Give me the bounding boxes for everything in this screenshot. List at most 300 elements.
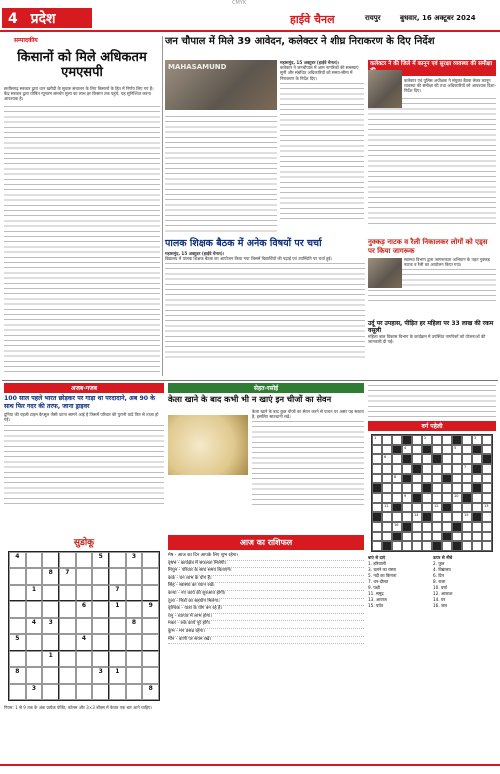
sudoku-cell[interactable]: 1 — [26, 585, 43, 601]
crossword-cell[interactable] — [442, 435, 452, 445]
health-box — [168, 383, 364, 531]
crossword-cell[interactable] — [482, 522, 492, 532]
ptm-dateline: महासमुंद, 15 अक्टूबर (हाईवे चैनल)। — [165, 251, 225, 256]
sudoku-cell[interactable] — [92, 601, 109, 617]
mid-rule — [2, 380, 498, 381]
main-dateline: महासमुंद, 15 अक्टूबर (हाईवे चैनल)। — [280, 60, 340, 65]
sudoku-cell[interactable] — [142, 568, 159, 584]
sudoku-cell[interactable] — [42, 634, 59, 650]
ptm-body: विद्यालय में पालक शिक्षक बैठक का आयोजन किया गया जिसमें विद्यार्थियों की पढ़ाई एवं उपस्थिति पर चर्चा हुई। — [165, 256, 333, 262]
crossword-cell[interactable] — [372, 532, 382, 542]
crossword-cell[interactable] — [442, 541, 452, 551]
crossword-cell[interactable] — [432, 503, 442, 513]
crossword-cell[interactable] — [412, 483, 422, 493]
crossword-cell[interactable] — [422, 464, 432, 474]
crossword-cell[interactable] — [432, 541, 442, 551]
sudoku-cell[interactable] — [9, 618, 26, 634]
sudoku-cell[interactable] — [59, 585, 76, 601]
crossword-clue: 3. चलने का रास्ता — [368, 567, 397, 572]
crossword-cell[interactable] — [372, 503, 382, 513]
crossword-cell[interactable] — [482, 532, 492, 542]
crossword-grid[interactable] — [371, 434, 493, 552]
sudoku-cell[interactable] — [42, 552, 59, 568]
crossword-cell[interactable] — [442, 532, 452, 542]
crossword-cell[interactable] — [462, 532, 472, 542]
sudoku-cell[interactable]: 6 — [76, 601, 93, 617]
crossword-cell[interactable] — [442, 512, 452, 522]
sudoku-cell[interactable] — [9, 684, 26, 700]
sudoku-cell[interactable] — [76, 651, 93, 667]
crossword-cell[interactable] — [402, 454, 412, 464]
crossword-cell[interactable] — [472, 445, 482, 455]
crossword-clue: 9. पक्षी — [368, 585, 380, 590]
crossword-cell[interactable] — [472, 493, 482, 503]
sudoku-cell[interactable] — [26, 651, 43, 667]
crossword-cell[interactable] — [432, 435, 442, 445]
crossword-cell[interactable] — [432, 532, 442, 542]
crossword-cell[interactable] — [422, 483, 432, 493]
crossword-clue-number: 10 — [454, 494, 459, 498]
crossword-cell[interactable] — [372, 445, 382, 455]
sudoku-box — [4, 535, 164, 760]
crossword-cell[interactable] — [392, 483, 402, 493]
ajab-gajab-box — [4, 383, 164, 531]
sudoku-cell[interactable] — [109, 552, 126, 568]
crossword-cell[interactable] — [372, 454, 382, 464]
crossword-cell[interactable] — [432, 522, 442, 532]
crossword-cell[interactable] — [452, 532, 462, 542]
crossword-cell[interactable] — [372, 522, 382, 532]
sudoku-cell[interactable] — [126, 684, 143, 700]
health-tag: सेहत-रसोई — [168, 383, 364, 393]
crossword-clue: 2. फूल — [433, 561, 445, 566]
side-headline: उर्दू पर उपहास, पीड़ित हर महिला पर 33 लाख की रकम वसूली — [368, 320, 494, 334]
sudoku-cell[interactable] — [76, 585, 93, 601]
crossword-clue: 14. घर — [433, 597, 446, 602]
sudoku-cell[interactable] — [26, 568, 43, 584]
sudoku-cell[interactable] — [76, 552, 93, 568]
crossword-clue: 16. जल — [433, 603, 447, 608]
main-body: कलेक्टर ने जनचौपाल में आम नागरिकों की समस्याएं सुनीं और संबंधित अधिकारियों को समय-सीमा में निराकरण के निर्देश दिए। — [280, 65, 359, 81]
crossword-cell[interactable] — [422, 512, 432, 522]
crossword-cell[interactable] — [452, 464, 462, 474]
crossword-clue: 10. वर्षा — [433, 585, 447, 590]
sudoku-cell[interactable]: 7 — [109, 585, 126, 601]
crossword-cell[interactable] — [482, 503, 492, 513]
sudoku-cell[interactable] — [42, 667, 59, 683]
crossword-cell[interactable] — [432, 474, 442, 484]
crossword-cell[interactable] — [402, 493, 412, 503]
crossword-cell[interactable] — [442, 522, 452, 532]
crossword-cell[interactable] — [422, 474, 432, 484]
crossword-cell[interactable] — [402, 464, 412, 474]
sudoku-cell[interactable]: 4 — [9, 552, 26, 568]
crossword-cell[interactable] — [472, 474, 482, 484]
crossword-cell[interactable] — [372, 435, 382, 445]
sudoku-cell[interactable]: 3 — [126, 552, 143, 568]
crossword-cell[interactable] — [422, 503, 432, 513]
crossword-cell[interactable] — [372, 541, 382, 551]
law-order-lines — [368, 96, 496, 226]
crossword-cell[interactable] — [482, 435, 492, 445]
crossword-cell[interactable] — [402, 541, 412, 551]
sudoku-cell[interactable] — [92, 618, 109, 634]
crossword-cell[interactable] — [372, 464, 382, 474]
sudoku-cell[interactable] — [109, 618, 126, 634]
crossword-cell[interactable] — [442, 454, 452, 464]
clues-across — [368, 555, 431, 609]
crossword-cell[interactable] — [462, 512, 472, 522]
crossword-cell[interactable] — [402, 445, 412, 455]
sudoku-cell[interactable] — [42, 585, 59, 601]
sudoku-cell[interactable]: 4 — [26, 618, 43, 634]
crossword-cell[interactable] — [402, 435, 412, 445]
crossword-cell[interactable] — [482, 464, 492, 474]
sudoku-cell[interactable] — [109, 651, 126, 667]
sudoku-cell[interactable] — [92, 568, 109, 584]
horoscope-item: वृश्चिक - यात्रा के योग बन रहे हैं। — [168, 606, 364, 614]
crossword-cell[interactable] — [472, 454, 482, 464]
sudoku-cell[interactable]: 1 — [109, 667, 126, 683]
sudoku-cell[interactable] — [142, 634, 159, 650]
sudoku-cell[interactable]: 7 — [59, 568, 76, 584]
sudoku-cell[interactable] — [142, 618, 159, 634]
main-headline-box — [165, 36, 495, 58]
crossword-cell[interactable] — [442, 503, 452, 513]
crossword-cell[interactable] — [442, 464, 452, 474]
editorial-lead: छत्तीसगढ़ सरकार द्वारा धान खरीदी के सुचारु संचालन के लिए किसानों के हित में निर्णय लिए गए हैं। केंद्र सरकार द्वारा घोषित न्यूनतम समर्थन मूल्य का लाभ हर किसान तक पहुंचे, यह सुनिश्चित करना आवश्यक है। — [4, 86, 154, 102]
editorial-headline: किसानों को मिले अधिकतम एमएसपी — [17, 50, 147, 80]
crossword-cell[interactable] — [422, 522, 432, 532]
crossword-clue: 7. धन-दौलत — [368, 579, 389, 584]
sudoku-cell[interactable] — [26, 552, 43, 568]
crossword-cell[interactable] — [392, 454, 402, 464]
horoscope-list — [168, 553, 364, 644]
crossword-cell[interactable] — [372, 474, 382, 484]
crossword-cell[interactable] — [422, 454, 432, 464]
column-divider — [162, 36, 163, 376]
crossword-box — [368, 383, 496, 755]
crossword-cell[interactable] — [432, 483, 442, 493]
crossword-cell[interactable] — [402, 512, 412, 522]
sudoku-cell[interactable]: 8 — [42, 568, 59, 584]
crossword-cell[interactable] — [482, 512, 492, 522]
crossword-cell[interactable] — [452, 454, 462, 464]
sudoku-cell[interactable]: 8 — [9, 667, 26, 683]
horoscope-item: मेष - आज का दिन आपके लिए शुभ रहेगा। — [168, 553, 364, 561]
crossword-cell[interactable] — [412, 454, 422, 464]
sudoku-cell[interactable]: 8 — [142, 684, 159, 700]
sudoku-cell[interactable] — [9, 651, 26, 667]
sudoku-cell[interactable]: 1 — [42, 651, 59, 667]
crossword-cell[interactable] — [412, 464, 422, 474]
sudoku-cell[interactable] — [9, 585, 26, 601]
crossword-cell[interactable] — [442, 483, 452, 493]
crossword-cell[interactable] — [382, 532, 392, 542]
sudoku-cell[interactable] — [76, 667, 93, 683]
sudoku-cell[interactable] — [126, 634, 143, 650]
sudoku-cell[interactable] — [92, 585, 109, 601]
crossword-cell[interactable] — [462, 474, 472, 484]
crossword-cell[interactable] — [432, 454, 442, 464]
crossword-clue-number: 13 — [484, 503, 489, 508]
horoscope-item: सिंह - स्वास्थ्य का ध्यान रखें। — [168, 583, 364, 591]
crossword-clue-number: 2 — [424, 436, 427, 440]
sudoku-cell[interactable] — [92, 651, 109, 667]
cmyk-mark: CMYK — [232, 0, 247, 6]
page-number: 4 — [8, 11, 18, 27]
crossword-cell[interactable] — [472, 532, 482, 542]
crossword-cell[interactable] — [482, 493, 492, 503]
crossword-cell[interactable] — [372, 512, 382, 522]
crossword-cell[interactable] — [472, 435, 482, 445]
law-order-story — [368, 60, 496, 236]
crossword-clue-number: 15 — [464, 513, 469, 518]
crossword-cell[interactable] — [482, 483, 492, 493]
crossword-cell[interactable] — [472, 464, 482, 474]
crossword-cell[interactable] — [432, 464, 442, 474]
aids-body: स्वास्थ्य विभाग द्वारा जागरूकता अभियान के तहत नुक्कड़ नाटक व रैली का आयोजन किया गया। — [404, 257, 490, 268]
sudoku-cell[interactable] — [59, 651, 76, 667]
ptm-headline: पालक शिक्षक बैठक में अनेक विषयों पर चर्चा — [165, 238, 322, 249]
crossword-clue: 6. दिन — [433, 573, 444, 578]
page-header — [0, 0, 500, 32]
crossword-cell[interactable] — [392, 464, 402, 474]
crossword-cell[interactable] — [432, 493, 442, 503]
sudoku-cell[interactable]: 9 — [142, 601, 159, 617]
crossword-cell[interactable] — [382, 464, 392, 474]
crossword-cell[interactable] — [452, 503, 462, 513]
sudoku-cell[interactable] — [126, 667, 143, 683]
editorial-column — [4, 36, 160, 378]
sudoku-cell[interactable] — [59, 634, 76, 650]
sudoku-cell[interactable]: 1 — [109, 601, 126, 617]
page-number-box — [2, 8, 92, 28]
sudoku-cell[interactable] — [126, 568, 143, 584]
crossword-cell[interactable] — [382, 503, 392, 513]
crossword-cell[interactable] — [432, 445, 442, 455]
sudoku-cell[interactable] — [142, 585, 159, 601]
crossword-cell[interactable] — [382, 522, 392, 532]
crossword-cell[interactable] — [462, 522, 472, 532]
crossword-cell[interactable] — [452, 493, 462, 503]
issue-date: बुधवार, 16 अक्टूबर 2024 — [400, 14, 476, 22]
crossword-cell[interactable] — [472, 522, 482, 532]
crossword-cell[interactable] — [392, 493, 402, 503]
sudoku-cell[interactable] — [9, 601, 26, 617]
crossword-cell[interactable] — [382, 474, 392, 484]
crossword-cell[interactable] — [462, 445, 472, 455]
crossword-clues — [368, 555, 496, 609]
crossword-cell[interactable] — [472, 541, 482, 551]
sudoku-cell[interactable] — [59, 618, 76, 634]
sudoku-cell[interactable] — [142, 667, 159, 683]
sudoku-cell[interactable] — [92, 634, 109, 650]
crossword-cell[interactable] — [382, 435, 392, 445]
sudoku-cell[interactable] — [42, 601, 59, 617]
crossword-clue-number: 16 — [394, 523, 399, 527]
crossword-cell[interactable] — [472, 503, 482, 513]
crossword-cell[interactable] — [402, 503, 412, 513]
horoscope-title: आज का राशिफल — [168, 535, 364, 550]
sudoku-rules: नियम: 1 से 9 तक के अंक प्रत्येक पंक्ति, कॉलम और 3×3 बॉक्स में केवल एक बार आने चाहिए। — [4, 705, 152, 710]
sudoku-cell[interactable] — [142, 651, 159, 667]
crossword-cell[interactable] — [382, 483, 392, 493]
crossword-cell[interactable] — [402, 522, 412, 532]
sudoku-cell[interactable] — [76, 568, 93, 584]
crossword-cell[interactable] — [442, 493, 452, 503]
crossword-cell[interactable] — [412, 435, 422, 445]
crossword-clue-number: 14 — [414, 513, 419, 518]
crossword-cell[interactable] — [372, 493, 382, 503]
crossword-cell[interactable] — [382, 512, 392, 522]
health-lines — [252, 419, 364, 509]
crossword-cell[interactable] — [402, 483, 412, 493]
aids-headline: नुक्कड़ नाटक व रैली निकालकर लोगों को एड्स पर किया जागरूक — [368, 238, 488, 255]
sudoku-cell[interactable]: 4 — [76, 634, 93, 650]
crossword-cell[interactable] — [452, 522, 462, 532]
crossword-cell[interactable] — [452, 541, 462, 551]
crossword-cell[interactable] — [392, 445, 402, 455]
crossword-cell[interactable] — [462, 454, 472, 464]
horoscope-item: वृषभ - कार्यक्षेत्र में सफलता मिलेगी। — [168, 561, 364, 569]
crossword-cell[interactable] — [402, 532, 412, 542]
crossword-cell[interactable] — [392, 532, 402, 542]
sudoku-grid[interactable] — [8, 551, 160, 701]
crossword-cell[interactable] — [392, 522, 402, 532]
crossword-cell[interactable] — [452, 474, 462, 484]
crossword-clue-number: 6 — [384, 455, 387, 460]
horoscope-item: मकर - रुके कार्य पूरे होंगे। — [168, 621, 364, 629]
crossword-cell[interactable] — [462, 435, 472, 445]
crossword-cell[interactable] — [462, 541, 472, 551]
crossword-cell[interactable] — [412, 445, 422, 455]
crossword-cell[interactable] — [482, 454, 492, 464]
crossword-cell[interactable] — [462, 493, 472, 503]
crossword-cell[interactable] — [422, 493, 432, 503]
sudoku-cell[interactable] — [92, 684, 109, 700]
sudoku-cell[interactable] — [109, 684, 126, 700]
clues-down — [433, 555, 496, 609]
crossword-clue-number: 5 — [454, 445, 457, 450]
crossword-cell[interactable] — [412, 512, 422, 522]
sudoku-cell[interactable] — [26, 667, 43, 683]
crossword-cell[interactable] — [462, 464, 472, 474]
sudoku-cell[interactable] — [59, 684, 76, 700]
sudoku-cell[interactable] — [126, 601, 143, 617]
crossword-cell[interactable] — [382, 445, 392, 455]
sudoku-cell[interactable] — [59, 552, 76, 568]
sudoku-cell[interactable]: 3 — [42, 618, 59, 634]
crossword-cell[interactable] — [412, 493, 422, 503]
crossword-cell[interactable] — [392, 435, 402, 445]
crossword-tag: वर्ग पहेली — [368, 421, 496, 431]
horoscope-item: तुला - मित्रों का सहयोग मिलेगा। — [168, 599, 364, 607]
sudoku-cell[interactable] — [76, 684, 93, 700]
crossword-cell[interactable] — [442, 445, 452, 455]
crossword-cell[interactable] — [472, 512, 482, 522]
crossword-cell[interactable] — [452, 483, 462, 493]
ptm-lines — [165, 261, 365, 361]
crossword-cell[interactable] — [422, 532, 432, 542]
crossword-clue-number: 3 — [474, 436, 477, 440]
crossword-cell[interactable] — [412, 522, 422, 532]
health-headline: केला खाने के बाद कभी भी न खाएं इन चीजों का सेवन — [168, 394, 332, 404]
crossword-cell[interactable] — [392, 474, 402, 484]
sudoku-cell[interactable] — [26, 634, 43, 650]
side-story — [368, 320, 496, 380]
crossword-cell[interactable] — [412, 503, 422, 513]
crossword-clue-number: 8 — [394, 474, 397, 479]
sudoku-cell[interactable] — [26, 601, 43, 617]
crossword-cell[interactable] — [382, 454, 392, 464]
crossword-cell[interactable] — [472, 483, 482, 493]
section-name: प्रदेश — [30, 11, 56, 27]
crossword-cell[interactable] — [412, 532, 422, 542]
crossword-clue-number: 4 — [404, 445, 407, 450]
horoscope-box — [168, 535, 364, 760]
sudoku-title: सुडोकू — [73, 538, 95, 548]
crossword-cell[interactable] — [392, 503, 402, 513]
sudoku-cell[interactable] — [109, 568, 126, 584]
crossword-clue-number: 11 — [384, 503, 389, 508]
crossword-cell[interactable] — [392, 512, 402, 522]
crossword-cell[interactable] — [402, 474, 412, 484]
crossword-clue: 11. समुद्र — [368, 591, 384, 596]
crossword-cell[interactable] — [422, 435, 432, 445]
law-order-headline: कलेक्टर ने की जिले में कानून एवं सुरक्षा व्यवस्था की समीक्षा — [368, 60, 496, 76]
sudoku-cell[interactable]: 3 — [92, 667, 109, 683]
crossword-cell[interactable] — [382, 541, 392, 551]
crossword-cell[interactable] — [422, 541, 432, 551]
crossword-cell[interactable] — [432, 512, 442, 522]
crossword-cell[interactable] — [452, 435, 462, 445]
horoscope-item: धनु - व्यापार में लाभ होगा। — [168, 614, 364, 622]
crossword-cell[interactable] — [462, 503, 472, 513]
sudoku-cell[interactable] — [126, 651, 143, 667]
rally-photo — [368, 258, 402, 288]
sudoku-cell[interactable]: 5 — [9, 634, 26, 650]
crossword-cell[interactable] — [482, 541, 492, 551]
sudoku-cell[interactable] — [109, 634, 126, 650]
ajab-lines — [4, 423, 164, 505]
crossword-cell[interactable] — [382, 493, 392, 503]
crossword-cell[interactable] — [462, 483, 472, 493]
sudoku-cell[interactable] — [126, 585, 143, 601]
crossword-cell[interactable] — [452, 512, 462, 522]
crossword-cell[interactable] — [392, 541, 402, 551]
crossword-cell[interactable] — [442, 474, 452, 484]
sudoku-cell[interactable] — [42, 684, 59, 700]
crossword-cell[interactable] — [482, 445, 492, 455]
sudoku-cell[interactable] — [59, 601, 76, 617]
crossword-cell[interactable] — [482, 474, 492, 484]
header-rule — [0, 30, 500, 32]
crossword-cell[interactable] — [422, 445, 432, 455]
sudoku-cell[interactable] — [142, 552, 159, 568]
sudoku-cell[interactable] — [59, 667, 76, 683]
sudoku-cell[interactable]: 3 — [26, 684, 43, 700]
sudoku-cell[interactable]: 8 — [126, 618, 143, 634]
crossword-cell[interactable] — [412, 474, 422, 484]
crossword-cell[interactable] — [412, 541, 422, 551]
sudoku-cell[interactable]: 5 — [92, 552, 109, 568]
crossword-cell[interactable] — [372, 483, 382, 493]
crossword-cell[interactable] — [452, 445, 462, 455]
sudoku-cell[interactable] — [76, 618, 93, 634]
crossword-clue: 12. आकाश — [433, 591, 453, 596]
sudoku-cell[interactable] — [9, 568, 26, 584]
